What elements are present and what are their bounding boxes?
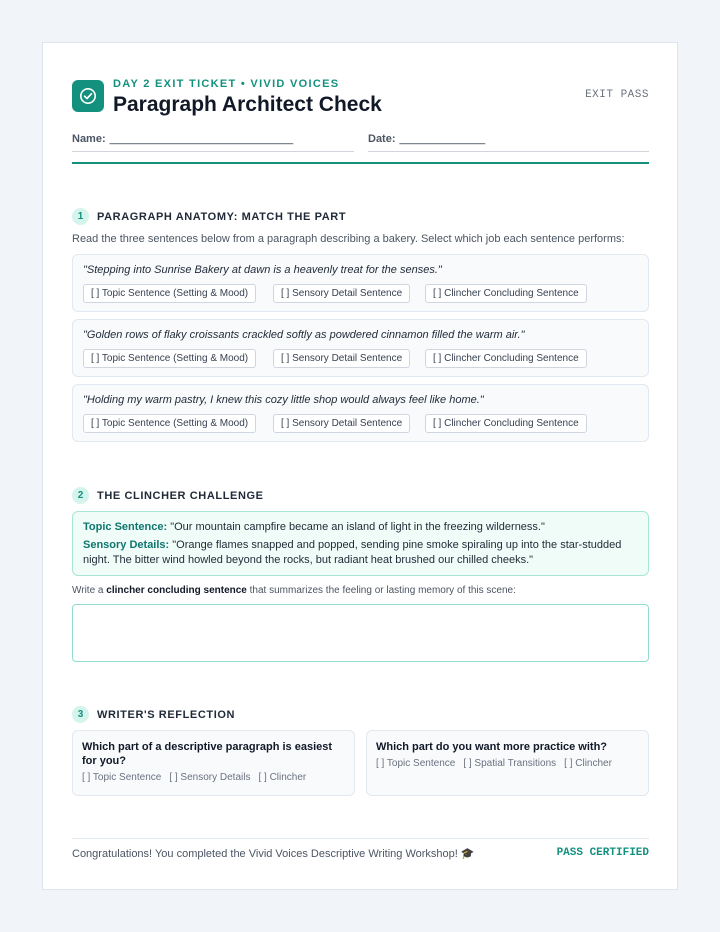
section-2-title: THE CLINCHER CHALLENGE [97, 489, 264, 502]
reflection-option[interactable]: [ ] Sensory Details [169, 772, 251, 783]
section-2-heading [72, 487, 264, 504]
section-3-number: 3 [72, 706, 89, 723]
name-label: Name: [72, 133, 106, 145]
exit-ticket-sheet [42, 42, 678, 890]
name-field[interactable] [72, 133, 354, 152]
sensory-details-line [83, 538, 638, 568]
date-label: Date: [368, 133, 396, 145]
sentence-card [72, 254, 649, 312]
option-sensory-detail[interactable]: [ ] Sensory Detail Sentence [273, 414, 410, 433]
reflection-card-practice [366, 730, 649, 796]
option-topic-sentence[interactable]: [ ] Topic Sentence (Setting & Mood) [83, 414, 256, 433]
header-eyebrow: DAY 2 EXIT TICKET • VIVID VOICES [113, 78, 340, 90]
sensory-details-text: "Orange flames snapped and popped, sending pine smoke spiraling up into the star-studded night. The bitter wind howled beyond the rocks, but radiant heat brushed our chilled cheeks." [83, 539, 622, 566]
name-line: ______________________________ [109, 133, 294, 145]
sentence-card [72, 319, 649, 377]
instruction-pre: Write a [72, 585, 107, 596]
section-2-number: 2 [72, 487, 89, 504]
date-field[interactable] [368, 133, 649, 152]
date-line: ______________ [399, 133, 486, 145]
section-1-number: 1 [72, 208, 89, 225]
sentence-text: "Stepping into Sunrise Bakery at dawn is a heavenly treat for the senses." [83, 264, 442, 276]
footer-divider [72, 838, 649, 839]
reflection-option[interactable]: [ ] Topic Sentence [82, 772, 162, 783]
reflection-option[interactable]: [ ] Clincher [564, 758, 612, 769]
sensory-details-label: Sensory Details: [83, 539, 170, 551]
option-clincher[interactable]: [ ] Clincher Concluding Sentence [425, 349, 587, 368]
topic-sentence-text: "Our mountain campfire became an island of light in the freezing wilderness." [170, 521, 545, 533]
sentence-card [72, 384, 649, 442]
section-1-title: PARAGRAPH ANATOMY: MATCH THE PART [97, 210, 347, 223]
reflection-option[interactable]: [ ] Topic Sentence [376, 758, 456, 769]
option-clincher[interactable]: [ ] Clincher Concluding Sentence [425, 284, 587, 303]
reflection-options [376, 758, 639, 769]
reflection-question: Which part do you want more practice with? [376, 741, 608, 753]
sentence-text: "Golden rows of flaky croissants crackled softly as powdered cinnamon filled the warm air." [83, 329, 525, 341]
page-title: Paragraph Architect Check [113, 93, 382, 116]
option-topic-sentence[interactable]: [ ] Topic Sentence (Setting & Mood) [83, 349, 256, 368]
topic-sentence-line [83, 520, 638, 535]
footer-message: Congratulations! You completed the Vivid Voices Descriptive Writing Workshop! 🎓 [72, 848, 475, 860]
option-topic-sentence[interactable]: [ ] Topic Sentence (Setting & Mood) [83, 284, 256, 303]
topic-sentence-label: Topic Sentence: [83, 521, 168, 533]
section-1-heading [72, 208, 346, 225]
option-sensory-detail[interactable]: [ ] Sensory Detail Sentence [273, 349, 410, 368]
reflection-option[interactable]: [ ] Spatial Transitions [463, 758, 557, 769]
reflection-card-easiest [72, 730, 355, 796]
clincher-instruction [72, 585, 516, 596]
instruction-bold: clincher concluding sentence [106, 585, 247, 596]
scene-prompt-box [72, 511, 649, 576]
instruction-post: that summarizes the feeling or lasting memory of this scene: [246, 585, 516, 596]
option-clincher[interactable]: [ ] Clincher Concluding Sentence [425, 414, 587, 433]
clincher-answer-box[interactable] [72, 604, 649, 662]
check-circle-icon [72, 80, 104, 112]
section-3-heading [72, 706, 235, 723]
header-divider [72, 162, 649, 164]
section-1-instruction: Read the three sentences below from a paragraph describing a bakery. Select which job each sentence performs: [72, 233, 625, 245]
reflection-option[interactable]: [ ] Clincher [258, 772, 307, 783]
sentence-text: "Holding my warm pastry, I knew this cozy little shop would always feel like home." [83, 394, 484, 406]
option-sensory-detail[interactable]: [ ] Sensory Detail Sentence [273, 284, 410, 303]
section-3-title: WRITER'S REFLECTION [97, 708, 236, 721]
reflection-question: Which part of a descriptive paragraph is easiest for you? [82, 741, 333, 767]
exit-pass-tag: EXIT PASS [585, 89, 649, 101]
reflection-options [82, 772, 345, 783]
pass-certified-stamp: PASS CERTIFIED [556, 847, 649, 859]
